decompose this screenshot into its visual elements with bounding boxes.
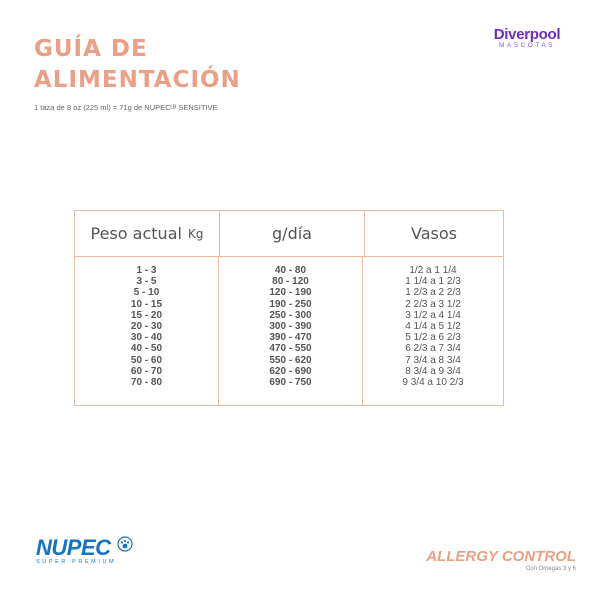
cups-cell: 1 1/4 a 1 2/3 [405, 276, 461, 288]
weight-cell: 40 - 50 [130, 343, 163, 355]
cups-cell: 8 3/4 a 9 3/4 [405, 365, 461, 377]
grams-cell: 390 - 470 [269, 332, 312, 344]
cups-cell: 7 3/4 a 8 3/4 [405, 354, 461, 366]
nupec-brand: NUPEC [36, 535, 111, 560]
header-weight [75, 211, 220, 256]
cups-column [363, 257, 503, 405]
weight-cell: 10 - 15 [130, 298, 163, 310]
page-title [34, 34, 241, 96]
title-line-1: GUÍA DE [34, 36, 148, 62]
weight-cell: 3 - 5 [136, 276, 157, 288]
table-body [75, 257, 503, 405]
nupec-sub: SUPER PREMIUM [36, 559, 117, 565]
weight-cell: 20 - 30 [130, 320, 163, 332]
weight-cell: 30 - 40 [130, 332, 163, 344]
paw-icon [117, 536, 133, 552]
grams-cell: 690 - 750 [269, 376, 312, 388]
grams-cell: 190 - 250 [269, 298, 312, 310]
feeding-table [74, 210, 504, 406]
nupec-logo [36, 535, 133, 565]
diverpool-logo [484, 26, 570, 49]
cups-cell: 6 2/3 a 7 3/4 [405, 343, 461, 355]
grams-cell: 40 - 80 [274, 265, 307, 276]
cups-cell: 2 2/3 a 3 1/2 [405, 298, 461, 310]
cups-cell: 1/2 a 1 1/4 [409, 265, 457, 276]
grams-cell: 470 - 550 [269, 343, 312, 355]
grams-column [219, 257, 363, 405]
weight-cell: 60 - 70 [130, 365, 163, 377]
allergy-sub: Con Omegas 3 y 6 [525, 566, 576, 572]
grams-cell: 80 - 120 [272, 276, 309, 288]
diverpool-brand: Diverpool [493, 26, 561, 43]
grams-cell: 300 - 390 [269, 320, 312, 332]
grams-cell: 250 - 300 [269, 309, 312, 321]
weight-cell: 1 - 3 [136, 265, 157, 276]
diverpool-sub: MASCOTAS [499, 42, 555, 49]
header-weight-label: Peso actual [90, 224, 182, 243]
cups-cell: 1 2/3 a 2 2/3 [405, 287, 461, 299]
cups-cell: 4 1/4 a 5 1/2 [405, 320, 461, 332]
title-line-2: ALIMENTACIÓN [34, 67, 241, 93]
allergy-brand: ALLERGY CONTROL [426, 548, 576, 565]
grams-cell: 120 - 190 [269, 287, 312, 299]
cups-cell: 5 1/2 a 6 2/3 [405, 332, 461, 344]
table-header [75, 211, 503, 257]
allergy-control-logo [426, 548, 576, 572]
header-grams: g/día [220, 211, 365, 256]
weight-cell: 50 - 60 [130, 354, 163, 366]
weight-cell: 15 - 20 [130, 309, 163, 321]
weight-column [75, 257, 219, 405]
weight-cell: 5 - 10 [133, 287, 160, 299]
subtitle: 1 taza de 8 oz (225 ml) = 71g de NUPECᴸᴮ SENSITIVE [34, 103, 218, 112]
header-cups: Vasos [411, 224, 457, 243]
header-weight-unit: Kg [187, 226, 204, 241]
cups-cell: 9 3/4 a 10 2/3 [402, 376, 464, 388]
grams-cell: 620 - 690 [269, 365, 312, 377]
grams-cell: 550 - 620 [269, 354, 312, 366]
cups-cell: 3 1/2 a 4 1/4 [405, 309, 461, 321]
weight-cell: 70 - 80 [130, 376, 163, 388]
